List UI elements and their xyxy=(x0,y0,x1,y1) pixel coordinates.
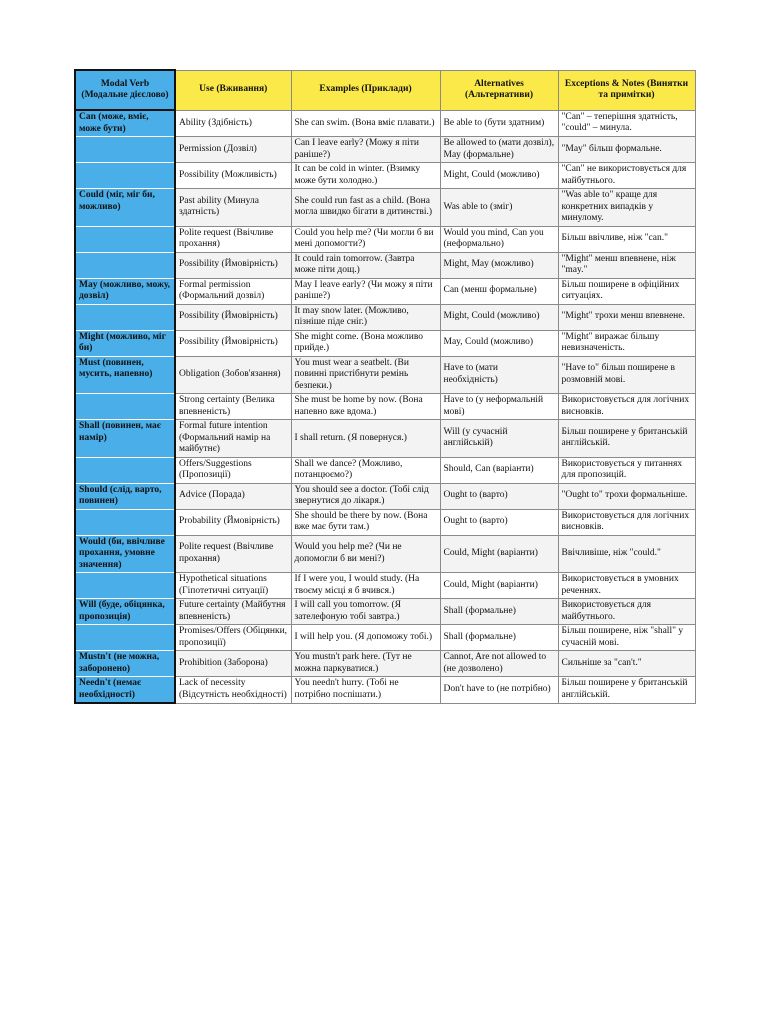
note-cell: "Can" не використовується для майбутнього. xyxy=(558,163,695,189)
use-cell: Obligation (Зобов'язання) xyxy=(175,356,291,394)
use-cell: Formal permission (Формальний дозвіл) xyxy=(175,278,291,304)
alternative-cell: Would you mind, Can you (неформально) xyxy=(440,226,558,252)
modal-verb-cell xyxy=(75,226,175,252)
modal-verb-cell: Must (повинен, мусить, напевно) xyxy=(75,356,175,394)
use-cell: Possibility (Ймовірність) xyxy=(175,252,291,278)
alternative-cell: Will (у сучасній англійській) xyxy=(440,420,558,458)
example-cell: Could you help me? (Чи могли б ви мені допомогти?) xyxy=(291,226,440,252)
modal-verb-cell: Mustn't (не можна, заборонено) xyxy=(75,651,175,677)
modal-verb-cell xyxy=(75,394,175,420)
example-cell: Shall we dance? (Можливо, потанцюємо?) xyxy=(291,457,440,483)
table-row xyxy=(75,394,695,420)
table-row xyxy=(75,252,695,278)
alternative-cell: Could, Might (варіанти) xyxy=(440,573,558,599)
modal-verbs-table xyxy=(74,69,696,704)
table-row xyxy=(75,573,695,599)
header-modal-verb: Modal Verb (Модальне дієслово) xyxy=(75,70,175,110)
modal-verb-cell xyxy=(75,457,175,483)
note-cell: Ввічливіше, ніж "could." xyxy=(558,535,695,573)
alternative-cell: Be allowed to (мати дозвіл), May (формальне) xyxy=(440,137,558,163)
example-cell: I shall return. (Я повернуся.) xyxy=(291,420,440,458)
modal-verb-cell: Should (слід, варто, повинен) xyxy=(75,483,175,509)
table-row xyxy=(75,625,695,651)
table-row xyxy=(75,651,695,677)
example-cell: You must wear a seatbelt. (Ви повинні пристібнути ремінь безпеки.) xyxy=(291,356,440,394)
example-cell: Would you help me? (Чи не допомогли б ви мені?) xyxy=(291,535,440,573)
note-cell: Більш поширене у британській англійській. xyxy=(558,420,695,458)
table-row xyxy=(75,509,695,535)
example-cell: She should be there by now. (Вона вже має бути там.) xyxy=(291,509,440,535)
alternative-cell: Should, Can (варіанти) xyxy=(440,457,558,483)
note-cell: "Ought to" трохи формальніше. xyxy=(558,483,695,509)
table-row xyxy=(75,420,695,458)
example-cell: It can be cold in winter. (Взимку може бути холодно.) xyxy=(291,163,440,189)
use-cell: Possibility (Можливість) xyxy=(175,163,291,189)
table-row xyxy=(75,278,695,304)
example-cell: I will call you tomorrow. (Я зателефоную тобі завтра.) xyxy=(291,599,440,625)
note-cell: Використовується для логічних висновків. xyxy=(558,394,695,420)
table-row xyxy=(75,163,695,189)
use-cell: Permission (Дозвіл) xyxy=(175,137,291,163)
modal-verb-cell: Needn't (немає необхідності) xyxy=(75,677,175,704)
use-cell: Hypothetical situations (Гіпотетичні ситуації) xyxy=(175,573,291,599)
table-row xyxy=(75,535,695,573)
use-cell: Ability (Здібність) xyxy=(175,110,291,137)
alternative-cell: Might, Could (можливо) xyxy=(440,304,558,330)
table-row xyxy=(75,137,695,163)
note-cell: Більш поширене у британській англійській. xyxy=(558,677,695,704)
note-cell: "Have to" більш поширене в розмовній мові. xyxy=(558,356,695,394)
alternative-cell: Might, Could (можливо) xyxy=(440,163,558,189)
alternative-cell: May, Could (можливо) xyxy=(440,330,558,356)
note-cell: "May" більш формальне. xyxy=(558,137,695,163)
note-cell: Використовується для майбутнього. xyxy=(558,599,695,625)
alternative-cell: Shall (формальне) xyxy=(440,599,558,625)
table-row xyxy=(75,110,695,137)
header-notes: Exceptions & Notes (Винятки та примітки) xyxy=(558,70,695,110)
table-row xyxy=(75,483,695,509)
example-cell: She might come. (Вона можливо прийде.) xyxy=(291,330,440,356)
modal-verb-cell: Shall (повинен, має намір) xyxy=(75,420,175,458)
example-cell: She can swim. (Вона вміє плавати.) xyxy=(291,110,440,137)
use-cell: Strong certainty (Велика впевненість) xyxy=(175,394,291,420)
modal-verb-cell xyxy=(75,509,175,535)
note-cell: "Was able to" краще для конкретних випадків у минулому. xyxy=(558,189,695,227)
modal-verb-cell xyxy=(75,304,175,330)
use-cell: Lack of necessity (Відсутність необхідності) xyxy=(175,677,291,704)
use-cell: Past ability (Минула здатність) xyxy=(175,189,291,227)
modal-verb-cell: May (можливо, можу, дозвіл) xyxy=(75,278,175,304)
modal-verb-cell: Can (може, вміє, може бути) xyxy=(75,110,175,137)
example-cell: May I leave early? (Чи можу я піти раніше?) xyxy=(291,278,440,304)
header-alternatives: Alternatives (Альтернативи) xyxy=(440,70,558,110)
alternative-cell: Be able to (бути здатним) xyxy=(440,110,558,137)
example-cell: You mustn't park here. (Тут не можна паркуватися.) xyxy=(291,651,440,677)
use-cell: Possibility (Ймовірність) xyxy=(175,330,291,356)
modal-verb-cell: Could (міг, міг би, можливо) xyxy=(75,189,175,227)
note-cell: Використовується в умовних реченнях. xyxy=(558,573,695,599)
note-cell: Більш поширене в офіційних ситуаціях. xyxy=(558,278,695,304)
use-cell: Formal future intention (Формальний намір на майбутнє) xyxy=(175,420,291,458)
alternative-cell: Could, Might (варіанти) xyxy=(440,535,558,573)
note-cell: Більш ввічливе, ніж "can." xyxy=(558,226,695,252)
example-cell: I will help you. (Я допоможу тобі.) xyxy=(291,625,440,651)
alternative-cell: Have to (у неформальній мові) xyxy=(440,394,558,420)
table-row xyxy=(75,189,695,227)
alternative-cell: Have to (мати необхідність) xyxy=(440,356,558,394)
example-cell: She must be home by now. (Вона напевно вже вдома.) xyxy=(291,394,440,420)
example-cell: She could run fast as a child. (Вона могла швидко бігати в дитинстві.) xyxy=(291,189,440,227)
use-cell: Possibility (Ймовірність) xyxy=(175,304,291,330)
table-row xyxy=(75,457,695,483)
use-cell: Probability (Ймовірність) xyxy=(175,509,291,535)
modal-verb-cell: Will (буде, обіцянка, пропозиція) xyxy=(75,599,175,625)
example-cell: Can I leave early? (Можу я піти раніше?) xyxy=(291,137,440,163)
example-cell: You needn't hurry. (Тобі не потрібно поспішати.) xyxy=(291,677,440,704)
use-cell: Prohibition (Заборона) xyxy=(175,651,291,677)
header-row xyxy=(75,70,695,110)
modal-verb-cell xyxy=(75,137,175,163)
note-cell: Використовується для логічних висновків. xyxy=(558,509,695,535)
example-cell: It may snow later. (Можливо, пізніше піде сніг.) xyxy=(291,304,440,330)
modal-verb-cell: Would (би, ввічливе прохання, умовне значення) xyxy=(75,535,175,573)
alternative-cell: Shall (формальне) xyxy=(440,625,558,651)
alternative-cell: Don't have to (не потрібно) xyxy=(440,677,558,704)
note-cell: "Can" – теперішня здатність, "could" – минула. xyxy=(558,110,695,137)
table-row xyxy=(75,677,695,704)
table-row xyxy=(75,226,695,252)
modal-verb-cell xyxy=(75,573,175,599)
modal-verb-cell xyxy=(75,163,175,189)
header-use: Use (Вживання) xyxy=(175,70,291,110)
note-cell: Більш поширене, ніж "shall" у сучасній мові. xyxy=(558,625,695,651)
table-row xyxy=(75,304,695,330)
alternative-cell: Might, May (можливо) xyxy=(440,252,558,278)
header-examples: Examples (Приклади) xyxy=(291,70,440,110)
table-row xyxy=(75,356,695,394)
modal-verb-cell xyxy=(75,252,175,278)
note-cell: Сильніше за "can't." xyxy=(558,651,695,677)
example-cell: It could rain tomorrow. (Завтра може піти дощ.) xyxy=(291,252,440,278)
use-cell: Promises/Offers (Обіцянки, пропозиції) xyxy=(175,625,291,651)
use-cell: Future certainty (Майбутня впевненість) xyxy=(175,599,291,625)
alternative-cell: Ought to (варто) xyxy=(440,509,558,535)
modal-verb-cell: Might (можливо, міг би) xyxy=(75,330,175,356)
note-cell: "Might" менш впевнене, ніж "may." xyxy=(558,252,695,278)
alternative-cell: Ought to (варто) xyxy=(440,483,558,509)
use-cell: Polite request (Ввічливе прохання) xyxy=(175,535,291,573)
table-row xyxy=(75,330,695,356)
table-row xyxy=(75,599,695,625)
alternative-cell: Cannot, Are not allowed to (не дозволено) xyxy=(440,651,558,677)
use-cell: Advice (Порада) xyxy=(175,483,291,509)
alternative-cell: Can (менш формальне) xyxy=(440,278,558,304)
note-cell: "Might" трохи менш впевнене. xyxy=(558,304,695,330)
use-cell: Polite request (Ввічливе прохання) xyxy=(175,226,291,252)
example-cell: If I were you, I would study. (На твоєму місці я б вчився.) xyxy=(291,573,440,599)
example-cell: You should see a doctor. (Тобі слід звернутися до лікаря.) xyxy=(291,483,440,509)
modal-verb-cell xyxy=(75,625,175,651)
note-cell: Використовується у питаннях для пропозицій. xyxy=(558,457,695,483)
note-cell: "Might" виражає більшу невизначеність. xyxy=(558,330,695,356)
alternative-cell: Was able to (зміг) xyxy=(440,189,558,227)
use-cell: Offers/Suggestions (Пропозиції) xyxy=(175,457,291,483)
